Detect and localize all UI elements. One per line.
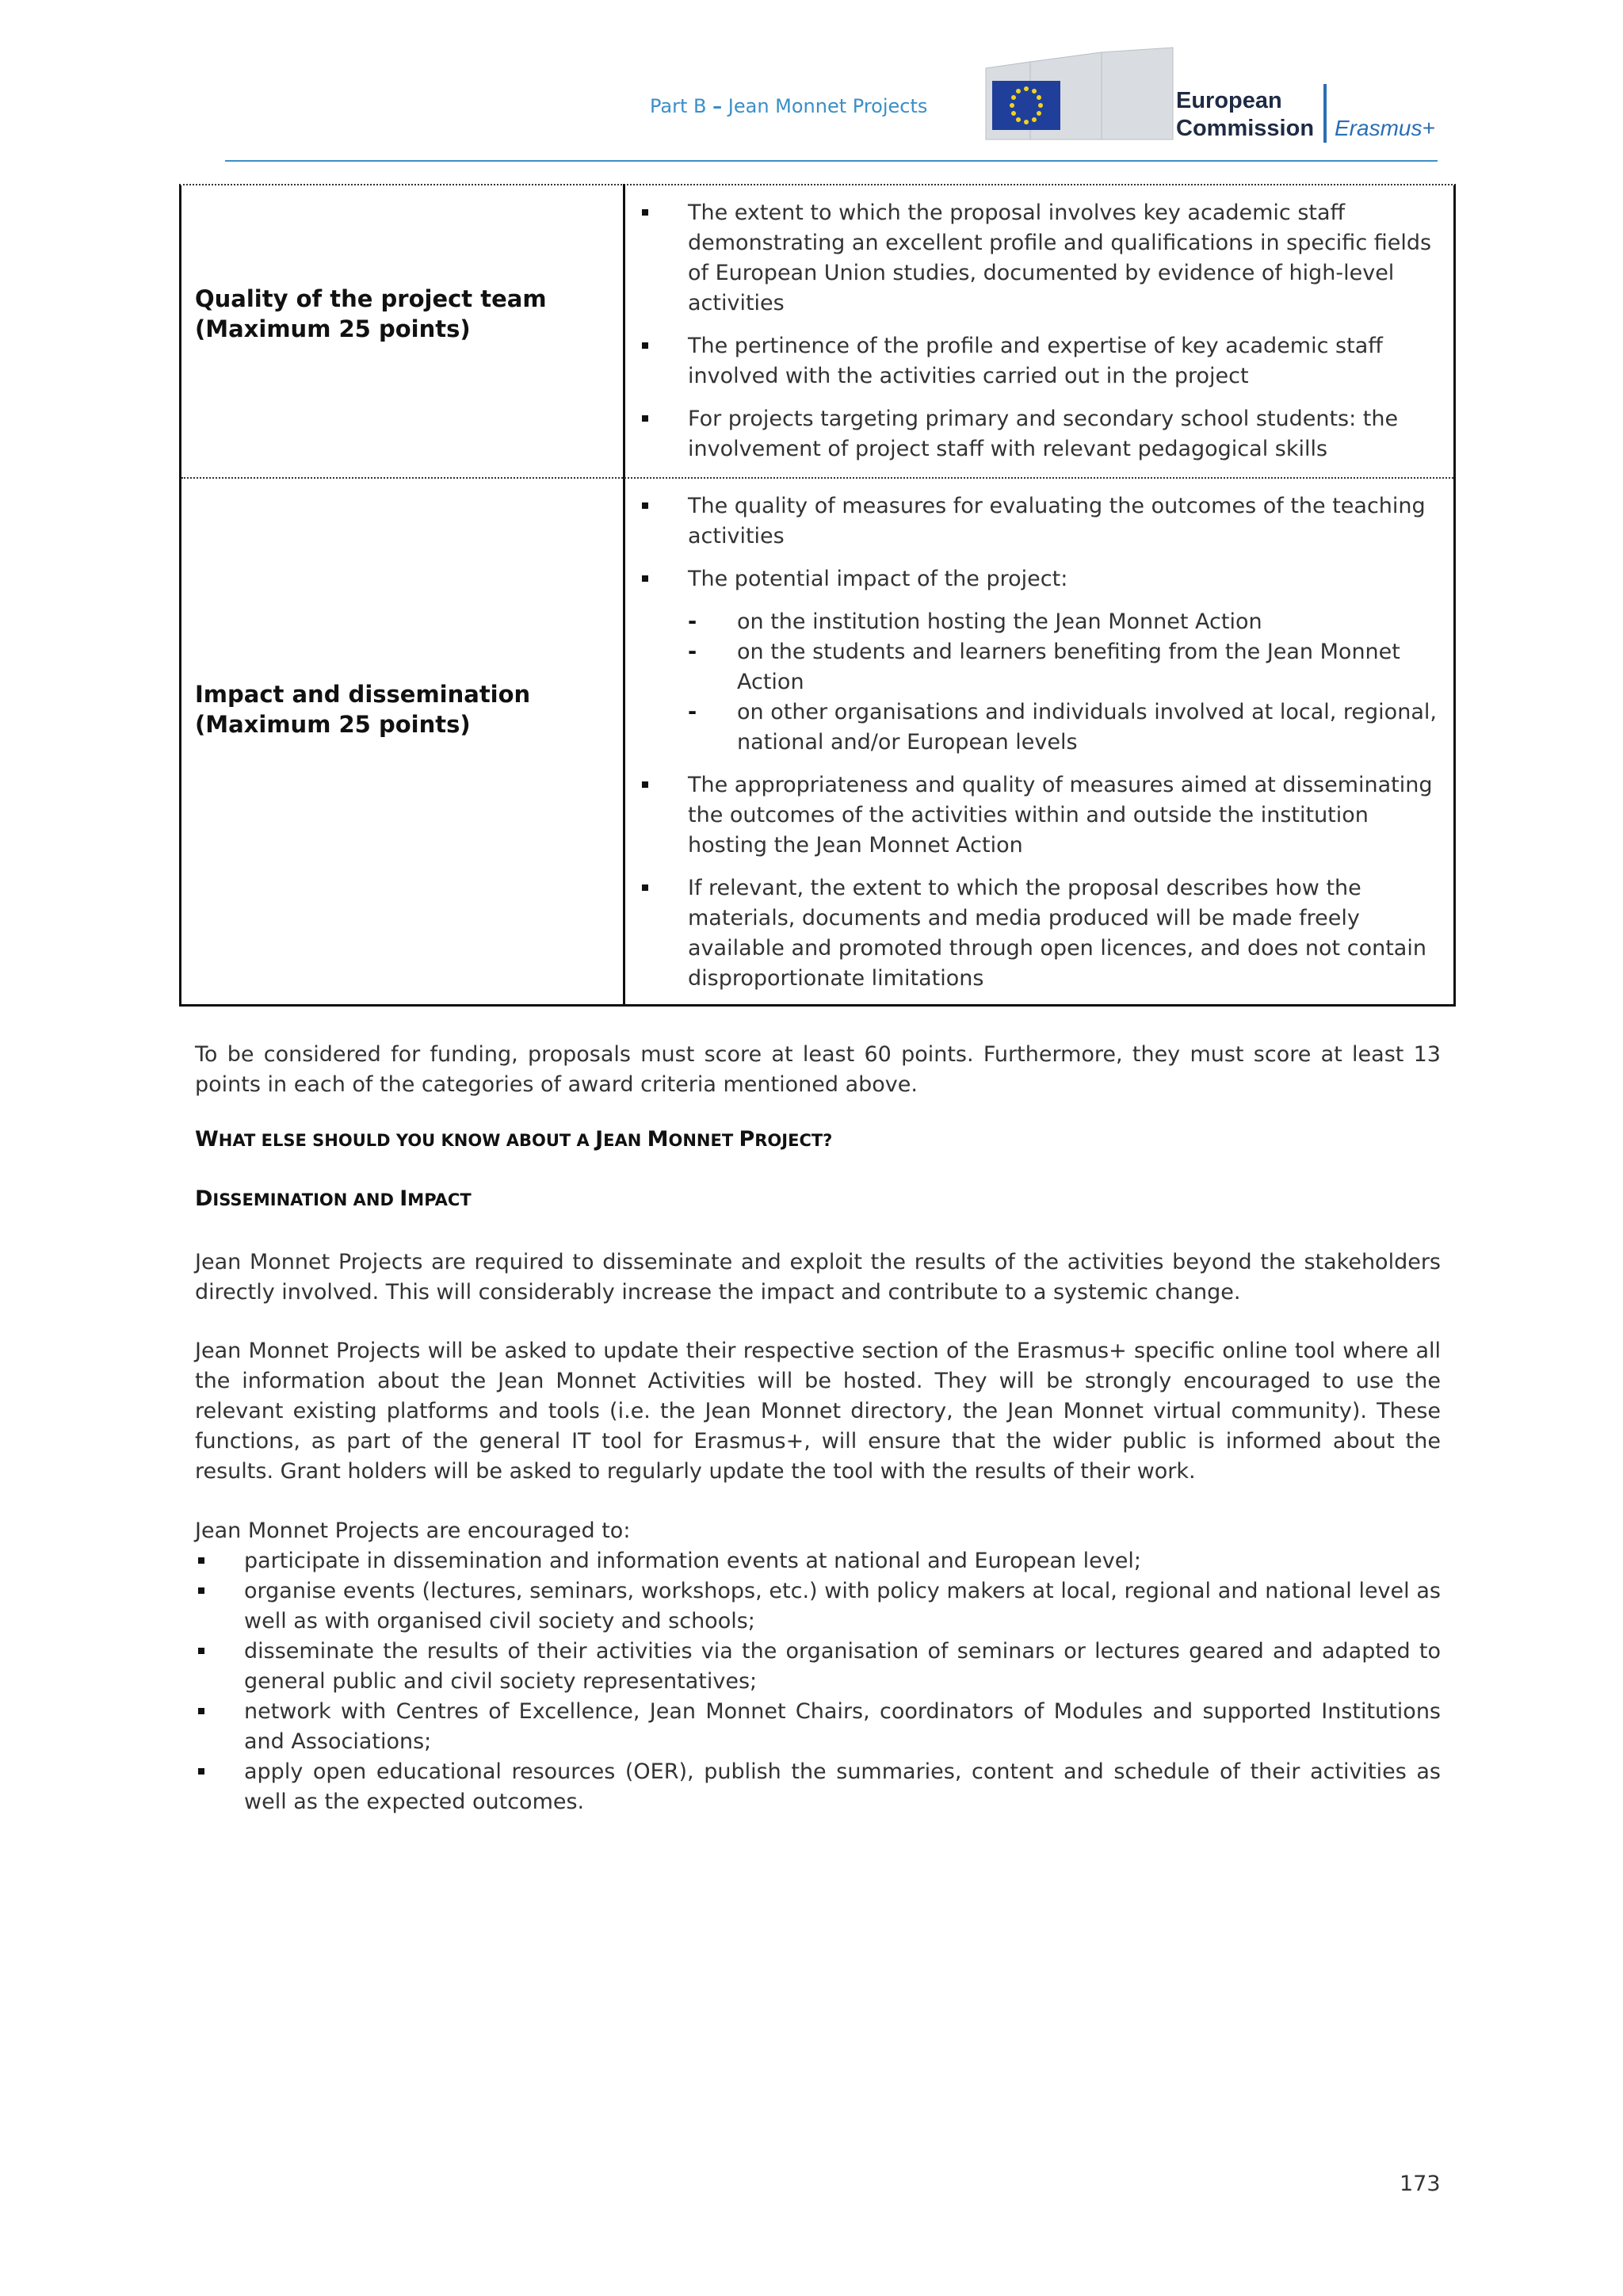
impact-sub-list — [634, 607, 1442, 758]
criterion-impact-dissemination — [195, 679, 530, 739]
criterion-max-points: (Maximum 25 points) — [195, 711, 471, 738]
heading-smallcaps: EAN — [603, 1131, 647, 1150]
criterion-bullet: If relevant, the extent to which the proposal describes how the materials, documents and media produced will be made freely available and promoted through open licences, and does not contain disproportionate limitations — [634, 873, 1442, 994]
criterion-impact-dissemination-details — [634, 491, 1442, 1007]
criterion-bullet: The pertinence of the profile and expertise of key academic staff involved with the activities carried out in the project — [634, 331, 1442, 392]
part-dash: – — [712, 95, 723, 117]
heading-smallcaps: ISSEMINATION AND — [212, 1190, 400, 1209]
funding-threshold-note: To be considered for funding, proposals must score at least 60 points. Furthermore, they must score at least 13 points in each of the categories of award criteria mentioned above. — [195, 1042, 1441, 1097]
criterion-title: Quality of the project team — [195, 285, 547, 312]
criterion-bullet: For projects targeting primary and secondary school students: the involvement of project staff with relevant pedagogical skills — [634, 404, 1442, 464]
criterion-bullet: The quality of measures for evaluating the outcomes of the teaching activities — [634, 491, 1442, 552]
heading-char: W — [195, 1127, 219, 1152]
impact-sub-item: - on the institution hosting the Jean Monnet Action — [634, 607, 1442, 637]
heading-smallcaps: ROJECT? — [754, 1131, 833, 1150]
heading-char: I — [399, 1186, 408, 1211]
commission-line1: European — [1176, 88, 1282, 113]
header-divider-bar — [1323, 84, 1327, 143]
encouraged-intro: Jean Monnet Projects are encouraged to: — [195, 1519, 631, 1543]
header-part-title — [650, 95, 927, 117]
section-heading — [195, 1127, 832, 1152]
list-item: disseminate the results of their activities via the organisation of seminars or lectures geared and adapted to general public and civil society representatives; — [195, 1637, 1441, 1697]
dissemination-paragraph: Jean Monnet Projects are required to disseminate and exploit the results of the activities beyond the stakeholders directly involved. This will considerably increase the impact and contribute to a systemic change. — [195, 1250, 1441, 1305]
impact-sub-item: - on the students and learners benefiting from the Jean Monnet Action — [634, 637, 1442, 697]
part-prefix: Part B — [650, 95, 707, 117]
online-tool-paragraph: Jean Monnet Projects will be asked to update their respective section of the Erasmus+ specific online tool where all the information about the Jean Monnet Activities will be hosted. They will be strongly encouraged to use the relevant existing platforms and tools (i.e. the Jean Monnet directory, the Jean Monnet virtual community). These functions, as part of the general IT tool for Erasmus+, will ensure that the wider public is informed about the results. Grant holders will be asked to regularly update the tool with the results of their work. — [195, 1339, 1441, 1484]
criterion-quality-team-details — [634, 198, 1442, 477]
part-title: Jean Monnet Projects — [727, 95, 928, 117]
criterion-bullet: The extent to which the proposal involves key academic staff demonstrating an excellent profile and qualifications in specific fields of European Union studies, documented by evidence of high-level activities — [634, 198, 1442, 319]
heading-char: M — [647, 1127, 669, 1152]
subsection-heading — [195, 1186, 472, 1211]
page-number: 173 — [1400, 2172, 1441, 2196]
criterion-bullet: The potential impact of the project: — [634, 564, 1442, 594]
criterion-quality-team — [195, 284, 547, 344]
criterion-max-points: (Maximum 25 points) — [195, 315, 471, 342]
heading-smallcaps: MPACT — [407, 1190, 472, 1209]
impact-sub-item: - on other organisations and individuals involved at local, regional, national and/or European levels — [634, 697, 1442, 758]
heading-char: P — [739, 1127, 755, 1152]
table-row-divider — [181, 477, 1453, 479]
list-item: network with Centres of Excellence, Jean Monnet Chairs, coordinators of Modules and supported Institutions and Associations; — [195, 1697, 1441, 1757]
heading-smallcaps: HAT ELSE SHOULD YOU KNOW ABOUT A — [218, 1131, 596, 1150]
heading-smallcaps: ONNET — [668, 1131, 739, 1150]
erasmus-plus-label: Erasmus+ — [1335, 116, 1435, 140]
list-item: participate in dissemination and information events at national and European level; — [195, 1546, 1441, 1576]
list-item: organise events (lectures, seminars, workshops, etc.) with policy makers at local, regional and national level as well as with organised civil society and schools; — [195, 1576, 1441, 1637]
heading-char: D — [195, 1186, 213, 1211]
commission-name — [1176, 87, 1314, 143]
commission-line2: Commission — [1176, 116, 1315, 141]
header-rule — [225, 160, 1438, 162]
table-column-divider — [623, 184, 625, 1007]
heading-char: J — [595, 1127, 604, 1152]
list-item: apply open educational resources (OER), publish the summaries, content and schedule of their activities as well as the expected outcomes. — [195, 1757, 1441, 1817]
encouraged-list — [195, 1546, 1441, 1817]
criterion-title: Impact and dissemination — [195, 681, 531, 708]
criterion-bullet: The appropriateness and quality of measures aimed at disseminating the outcomes of the activities within and outside the institution hosting the Jean Monnet Action — [634, 770, 1442, 861]
